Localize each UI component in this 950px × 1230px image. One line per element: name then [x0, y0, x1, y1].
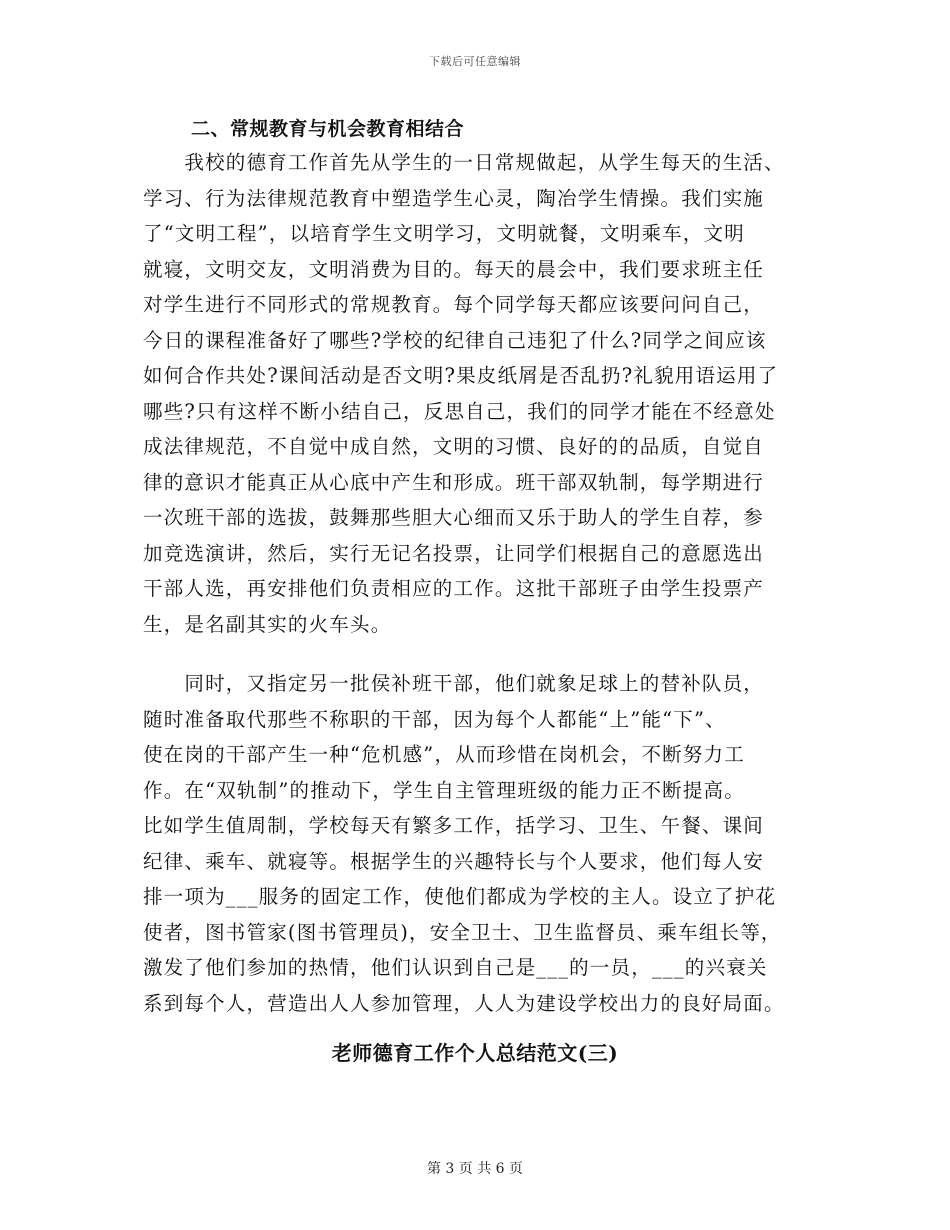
page-header-note: 下载后可任意编辑 [429, 55, 521, 68]
text-line: 随时准备取代那些不称职的干部，因为每个人都能“上”能“下”、 [143, 707, 726, 731]
text-line: 激发了他们参加的热情，他们认识到自己是___的一员，___的兴衰关 [143, 956, 768, 979]
text-line: 一次班干部的选拔，鼓舞那些胆大心细而又乐于助人的学生自荐，参 [143, 506, 765, 529]
text-line: 干部人选，再安排他们负责相应的工作。这批干部班子由学生投票产 [143, 577, 765, 600]
text-line: 系到每个人，营造出人人参加管理，人人为建设学校出力的良好局面。 [143, 991, 785, 1015]
paragraph-1 [143, 145, 823, 642]
text-line: 成法律规范，不自觉中成自然，文明的习惯、良好的的品质，自觉自 [143, 435, 765, 458]
paragraph-2 [143, 666, 823, 1021]
text-line: 使者，图书管家(图书管理员)，安全卫士、卫生监督员、乘车组长等， [143, 920, 782, 944]
text-line: 生，是名副其实的火车头。 [143, 612, 392, 636]
text-line: 哪些?只有这样不断小结自己，反思自己，我们的同学才能在不经意处 [143, 399, 776, 423]
text-line: 使在岗的干部产生一种“危机感”，从而珍惜在岗机会，不断努力工 [143, 743, 745, 766]
page-number-footer: 第 3 页 共 6 页 [426, 1161, 524, 1177]
section-heading: 二、常规教育与机会教育相结合 [191, 118, 465, 140]
text-line: 律的意识才能真正从心底中产生和形成。班干部双轨制，每学期进行 [143, 470, 765, 494]
text-line: 今日的课程准备好了哪些?学校的纪律自己违犯了什么?同学之间应该 [143, 328, 767, 352]
text-line: 我校的德育工作首先从学生的一日常规做起，从学生每天的生活、 [143, 151, 785, 174]
text-line: 作。在“双轨制”的推动下，学生自主管理班级的能力正不断提高。 [143, 778, 745, 802]
text-line: 比如学生值周制，学校每天有繁多工作，括学习、卫生、午餐、课间 [143, 814, 765, 837]
text-line: 如何合作共处?课间活动是否文明?果皮纸屑是否乱扔?礼貌用语运用了 [143, 364, 779, 387]
document-title: 老师德育工作个人总结范文(三) [331, 1041, 619, 1065]
text-line: 排一项为___服务的固定工作，使他们都成为学校的主人。设立了护花 [143, 885, 777, 908]
text-line: 学习、行为法律规范教育中塑造学生心灵，陶冶学生情操。我们实施 [143, 186, 765, 210]
text-line: 同时，又指定另一批侯补班干部，他们就象足球上的替补队员， [143, 672, 765, 695]
text-line: 纪律、乘车、就寝等。根据学生的兴趣特长与个人要求，他们每人安 [143, 849, 765, 873]
text-line: 加竞选演讲，然后，实行无记名投票，让同学们根据自己的意愿选出 [143, 541, 765, 565]
text-line: 就寝，文明交友，文明消费为目的。每天的晨会中，我们要求班主任 [143, 257, 765, 281]
text-line: 了“文明工程”，以培育学生文明学习，文明就餐，文明乘车，文明 [143, 222, 745, 245]
text-line: 对学生进行不同形式的常规教育。每个同学每天都应该要问问自己， [143, 293, 765, 316]
